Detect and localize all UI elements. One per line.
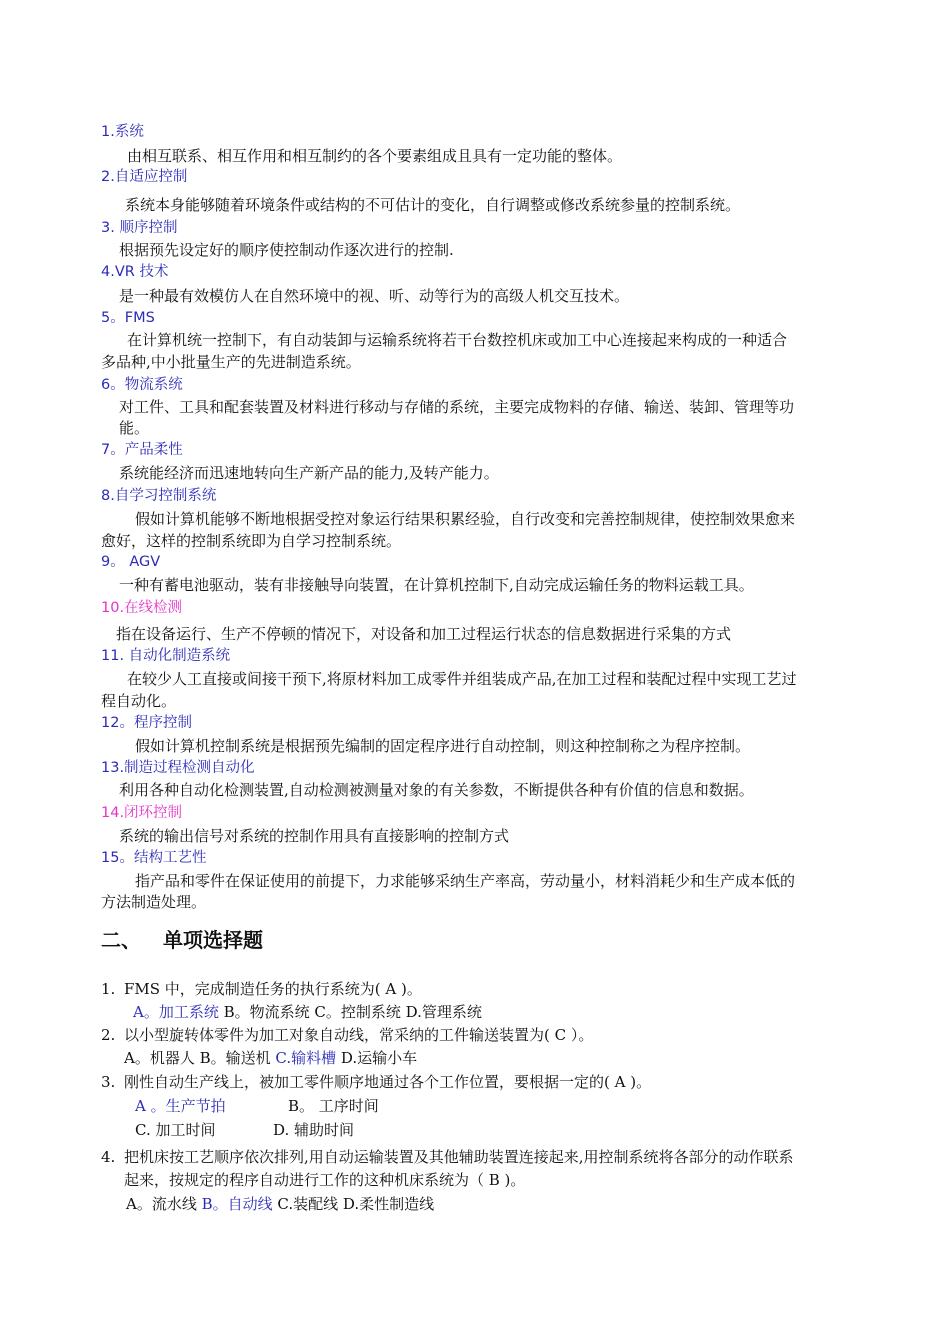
term-title: 15。结构工艺性	[101, 850, 207, 866]
option-text: D. 辅助时间	[273, 1121, 355, 1139]
option-text: A。机器人 B。输送机	[124, 1049, 276, 1067]
term-definition: 愈好，这样的控制系统即为自学习控制系统。	[101, 532, 402, 550]
term-definition: 多品种,中小批量生产的先进制造系统。	[101, 353, 361, 371]
term-title: 3. 顺序控制	[101, 220, 178, 236]
term-definition: 系统能经济而迅速地转向生产新产品的能力,及转产能力。	[119, 464, 499, 482]
term-definition: 指在设备运行、生产不停顿的情况下，对设备和加工过程运行状态的信息数据进行采集的方式	[116, 625, 732, 643]
answer-options	[133, 1001, 482, 1023]
term-title: 2.自适应控制	[101, 169, 188, 185]
option-text: B。物流系统 C。控制系统 D.管理系统	[218, 1003, 482, 1021]
term-definition: 由相互联系、相互作用和相互制约的各个要素组成且具有一定功能的整体。	[127, 147, 623, 165]
term-title: 6。物流系统	[101, 377, 183, 393]
term-title: 7。产品柔性	[101, 442, 183, 458]
question-number: 2.	[101, 1026, 116, 1044]
term-definition: 在计算机统一控制下，有自动装卸与运输系统将若干台数控机床或加工中心连接起来构成的一种适合	[127, 331, 788, 349]
question-text: 刚性自动生产线上，被加工零件顺序地通过各个工作位置，要根据一定的( A )。	[124, 1073, 652, 1091]
term-definition: 一种有蓄电池驱动，装有非接触导向装置，在计算机控制下,自动完成运输任务的物料运载工具。	[119, 576, 754, 594]
term-definition: 在较少人工直接或间接干预下,将原材料加工成零件并组装成产品,在加工过程和装配过程中实现工艺过	[127, 670, 797, 688]
term-title: 12。程序控制	[101, 715, 192, 731]
term-definition: 是一种最有效模仿人在自然环境中的视、听、动等行为的高级人机交互技术。	[119, 287, 630, 305]
term-definition: 假如计算机控制系统是根据预先编制的固定程序进行自动控制，则这种控制称之为程序控制。	[135, 737, 751, 755]
term-title: 14.闭环控制	[101, 805, 183, 821]
term-definition: 指产品和零件在保证使用的前提下，力求能够采纳生产率高，劳动量小，材料消耗少和生产成本低的	[135, 872, 796, 890]
term-title: 11. 自动化制造系统	[101, 648, 231, 664]
term-definition: 方法制造处理。	[101, 893, 207, 911]
option-text: A。流水线	[126, 1195, 202, 1213]
term-title: 10.在线检测	[101, 600, 183, 616]
option-correct: C.输料槽	[275, 1049, 337, 1067]
term-title: 4.VR 技术	[101, 264, 169, 280]
option-correct: B。自动线	[201, 1195, 273, 1213]
section-title: 单项选择题	[163, 928, 263, 952]
term-title: 13.制造过程检测自动化	[101, 760, 255, 776]
question-text: 把机床按工艺顺序依次排列,用自动运输装置及其他辅助装置连接起来,用控制系统将各部分的动作联系	[124, 1148, 794, 1166]
term-title: 9。 AGV	[101, 554, 161, 570]
option-text: B。 工序时间	[288, 1097, 379, 1115]
term-definition: 根据预先设定好的顺序使控制动作逐次进行的控制.	[119, 241, 454, 259]
term-title: 1.系统	[101, 124, 144, 140]
question-text: 起来，按规定的程序自动进行工作的这种机床系统为（ B )。	[124, 1171, 526, 1189]
term-definition: 能。	[119, 419, 150, 437]
answer-options	[124, 1047, 417, 1069]
term-definition: 系统本身能够随着环境条件或结构的不可估计的变化，自行调整或修改系统参量的控制系统。	[125, 196, 741, 214]
question-number: 4.	[101, 1148, 116, 1166]
option-text: C.装配线 D.柔性制造线	[272, 1195, 435, 1213]
section-number: 二、	[101, 928, 141, 952]
term-definition: 系统的输出信号对系统的控制作用具有直接影响的控制方式	[119, 827, 510, 845]
option-text: D.运输小车	[336, 1049, 418, 1067]
term-definition: 对工件、工具和配套装置及材料进行移动与存储的系统，主要完成物料的存储、输送、装卸、管理等功	[119, 398, 795, 416]
term-title: 8.自学习控制系统	[101, 488, 217, 504]
term-definition: 假如计算机能够不断地根据受控对象运行结果积累经验，自行改变和完善控制规律，使控制效果愈来	[135, 510, 796, 528]
term-definition: 程自动化。	[101, 692, 177, 710]
answer-options	[126, 1193, 434, 1215]
option-correct: A 。生产节拍	[135, 1097, 226, 1115]
term-definition: 利用各种自动化检测装置,自动检测被测量对象的有关参数，不断提供各种有价值的信息和数据。	[119, 781, 754, 799]
question-text: 以小型旋转体零件为加工对象自动线，常采纳的工件输送装置为( C ）。	[124, 1026, 594, 1044]
option-text: C. 加工时间	[135, 1121, 216, 1139]
term-title: 5。FMS	[101, 310, 155, 326]
question-number: 3.	[101, 1073, 116, 1091]
question-number: 1.	[101, 980, 116, 998]
section-heading	[101, 924, 263, 953]
option-correct: A。加工系统	[133, 1003, 219, 1021]
question-text: FMS 中，完成制造任务的执行系统为( A )。	[124, 980, 422, 998]
